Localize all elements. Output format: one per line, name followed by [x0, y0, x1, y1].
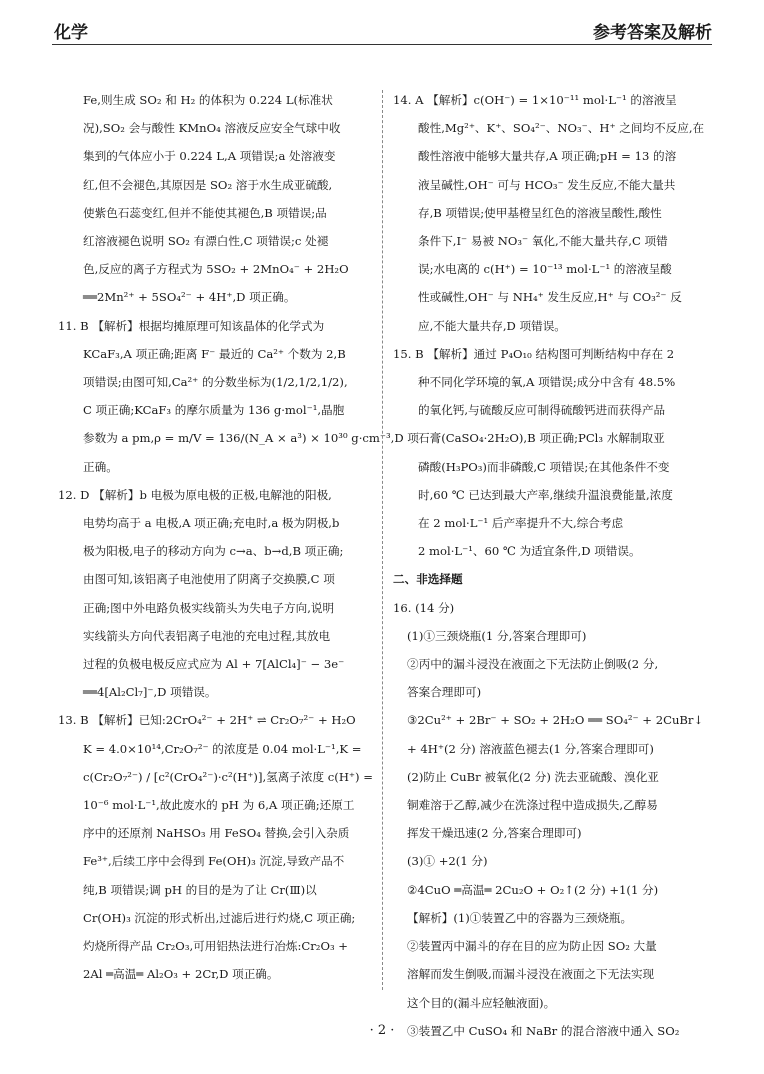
left-text-line: 项错误;由图可知,Ca²⁺ 的分数坐标为(1/2,1/2,1/2), — [83, 375, 348, 390]
right-text-line: 这个目的(漏斗应轻触液面)。 — [407, 995, 556, 1010]
left-text-line: 集到的气体应小于 0.224 L,A 项错误;a 处溶液变 — [83, 149, 336, 164]
right-text-line: 14. A 【解析】c(OH⁻) = 1×10⁻¹¹ mol·L⁻¹ 的溶液呈 — [393, 93, 677, 107]
right-text-line: (2)防止 CuBr 被氧化(2 分) 洗去亚硫酸、溴化亚 — [407, 769, 659, 784]
left-text-line: 正确;图中外电路负极实线箭头为失电子方向,说明 — [83, 600, 335, 615]
left-text-line: Cr(OH)₃ 沉淀的形式析出,过滤后进行灼烧,C 项正确; — [83, 910, 356, 925]
left-column — [58, 86, 419, 989]
right-text-line: 种不同化学环境的氧,A 项错误;成分中含有 48.5% — [418, 375, 676, 390]
page-number: · 2 · — [369, 1023, 395, 1038]
left-text-line: 正确。 — [83, 459, 118, 474]
left-text-line: c(Cr₂O₇²⁻) / [c²(CrO₄²⁻)·c²(H⁺)],氢离子浓度 c(H⁺) = — [83, 769, 373, 784]
right-text-line: ②丙中的漏斗浸没在液面之下无法防止倒吸(2 分, — [407, 657, 659, 672]
left-text-line: ══2Mn²⁺ + 5SO₄²⁻ + 4H⁺,D 项正确。 — [83, 290, 296, 305]
right-text-line: 石膏(CaSO₄·2H₂O),B 项正确;PCl₃ 水解制取亚 — [418, 431, 665, 446]
right-text-line: ③2Cu²⁺ + 2Br⁻ + SO₂ + 2H₂O ══ SO₄²⁻ + 2CuBr↓ — [407, 713, 704, 728]
left-text-line: 况),SO₂ 会与酸性 KMnO₄ 溶液反应安全气球中收 — [83, 121, 341, 136]
right-column — [393, 86, 711, 1045]
left-text-line: 使紫色石蕊变红,但并不能使其褪色,B 项错误;品 — [83, 205, 327, 220]
right-text-line: 在 2 mol·L⁻¹ 后产率提升不大,综合考虑 — [418, 516, 624, 531]
left-text-line: 由图可知,该铝离子电池使用了阴离子交换膜,C 项 — [83, 572, 335, 587]
right-text-line: 酸性溶液中能够大量共存,A 项正确;pH = 13 的溶 — [418, 149, 677, 164]
left-text-line: 13. B 【解析】已知:2CrO₄²⁻ + 2H⁺ ⇌ Cr₂O₇²⁻ + H₂O — [58, 713, 356, 728]
right-text-line: (1)①三颈烧瓶(1 分,答案合理即可) — [407, 628, 587, 643]
right-text-line: 2 mol·L⁻¹、60 ℃ 为适宜条件,D 项错误。 — [418, 544, 641, 559]
left-text-line: Fe,则生成 SO₂ 和 H₂ 的体积为 0.224 L(标准状 — [83, 93, 333, 107]
right-text-line: ②4CuO ═高温═ 2Cu₂O + O₂↑(2 分) +1(1 分) — [407, 882, 659, 897]
header-title: 参考答案及解析 — [593, 23, 712, 43]
right-text-line: 存,B 项错误;使甲基橙呈红色的溶液呈酸性,酸性 — [418, 205, 662, 220]
right-text-line: 酸性,Mg²⁺、K⁺、SO₄²⁻、NO₃⁻、H⁺ 之间均不反应,在 — [418, 121, 705, 136]
left-text-line: 实线箭头方向代表铝离子电池的充电过程,其放电 — [83, 628, 331, 643]
left-text-line: 12. D 【解析】b 电极为原电极的正极,电解池的阳极, — [58, 487, 332, 502]
right-text-line: 的氧化钙,与硫酸反应可制得硫酸钙进而获得产品 — [418, 403, 666, 418]
right-text-line: 16. (14 分) — [393, 600, 455, 615]
right-text-line: 二、非选择题 — [393, 572, 463, 587]
left-text-line: 参数为 a pm,ρ = m/V = 136/(N_A × a³) × 10³⁰ g·cm⁻³,D 项 — [83, 431, 419, 446]
right-text-line: ③装置乙中 CuSO₄ 和 NaBr 的混合溶液中通入 SO₂ — [407, 1023, 680, 1038]
left-text-line: 极为阳极,电子的移动方向为 c→a、b→d,B 项正确; — [83, 544, 344, 559]
left-text-line: 10⁻⁶ mol·L⁻¹,故此废水的 pH 为 6,A 项正确;还原工 — [83, 798, 355, 813]
right-text-line: 时,60 ℃ 已达到最大产率,继续升温浪费能量,浓度 — [418, 487, 673, 502]
right-text-line: (3)① +2(1 分) — [407, 854, 488, 869]
left-text-line: 色,反应的离子方程式为 5SO₂ + 2MnO₄⁻ + 2H₂O — [83, 262, 349, 277]
left-text-line: 红溶液褪色说明 SO₂ 有漂白性,C 项错误;c 处褪 — [83, 234, 329, 249]
right-text-line: 条件下,I⁻ 易被 NO₃⁻ 氧化,不能大量共存,C 项错 — [418, 234, 668, 249]
left-text-line: 2Al ═高温═ Al₂O₃ + 2Cr,D 项正确。 — [83, 967, 279, 982]
left-text-line: 纯,B 项错误;调 pH 的目的是为了让 Cr(Ⅲ)以 — [83, 882, 317, 897]
right-text-line: 挥发干燥迅速(2 分,答案合理即可) — [407, 826, 582, 841]
right-text-line: + 4H⁺(2 分) 溶液蓝色褪去(1 分,答案合理即可) — [407, 741, 654, 756]
right-text-line: 答案合理即可) — [407, 685, 482, 700]
left-text-line: 电势均高于 a 电极,A 项正确;充电时,a 极为阴极,b — [83, 516, 340, 531]
right-text-line: ②装置丙中漏斗的存在目的应为防止因 SO₂ 大量 — [407, 939, 657, 954]
left-text-line: 过程的负极电极反应式应为 Al + 7[AlCl₄]⁻ − 3e⁻ — [83, 657, 345, 672]
left-text-line: C 项正确;KCaF₃ 的摩尔质量为 136 g·mol⁻¹,晶胞 — [83, 403, 345, 418]
right-text-line: 液呈碱性,OH⁻ 可与 HCO₃⁻ 发生反应,不能大量共 — [418, 177, 676, 192]
left-text-line: 灼烧所得产品 Cr₂O₃,可用铝热法进行冶炼:Cr₂O₃ + — [83, 939, 349, 954]
right-text-line: 【解析】(1)①装置乙中的容器为三颈烧瓶。 — [407, 910, 633, 925]
right-text-line: 磷酸(H₃PO₃)而非磷酸,C 项错误;在其他条件不变 — [418, 459, 670, 474]
right-text-line: 15. B 【解析】通过 P₄O₁₀ 结构图可判断结构中存在 2 — [393, 346, 675, 361]
left-text-line: ══4[Al₂Cl₇]⁻,D 项错误。 — [83, 685, 217, 700]
left-text-line: 11. B 【解析】根据均摊原理可知该晶体的化学式为 — [58, 318, 325, 333]
right-text-line: 应,不能大量共存,D 项错误。 — [418, 318, 566, 333]
right-text-line: 误;水电离的 c(H⁺) = 10⁻¹³ mol·L⁻¹ 的溶液呈酸 — [418, 262, 672, 277]
right-text-line: 性或碱性,OH⁻ 与 NH₄⁺ 发生反应,H⁺ 与 CO₃²⁻ 反 — [418, 290, 682, 305]
subject-label: 化学 — [54, 23, 88, 43]
left-text-line: KCaF₃,A 项正确;距离 F⁻ 最近的 Ca²⁺ 个数为 2,B — [83, 346, 346, 361]
left-text-line: K = 4.0×10¹⁴,Cr₂O₇²⁻ 的浓度是 0.04 mol·L⁻¹,K = — [83, 741, 362, 756]
right-text-line: 溶解而发生倒吸,而漏斗浸没在液面之下无法实现 — [407, 967, 655, 982]
left-text-line: 序中的还原剂 NaHSO₃ 用 FeSO₄ 替换,会引入杂质 — [83, 826, 350, 841]
page-header — [52, 14, 712, 45]
right-text-line: 铜难溶于乙醇,减少在洗涤过程中造成损失,乙醇易 — [407, 798, 658, 813]
left-text-line: Fe³⁺,后续工序中会得到 Fe(OH)₃ 沉淀,导致产品不 — [83, 854, 345, 869]
left-text-line: 红,但不会褪色,其原因是 SO₂ 溶于水生成亚硫酸, — [83, 177, 333, 192]
column-divider — [382, 90, 383, 990]
